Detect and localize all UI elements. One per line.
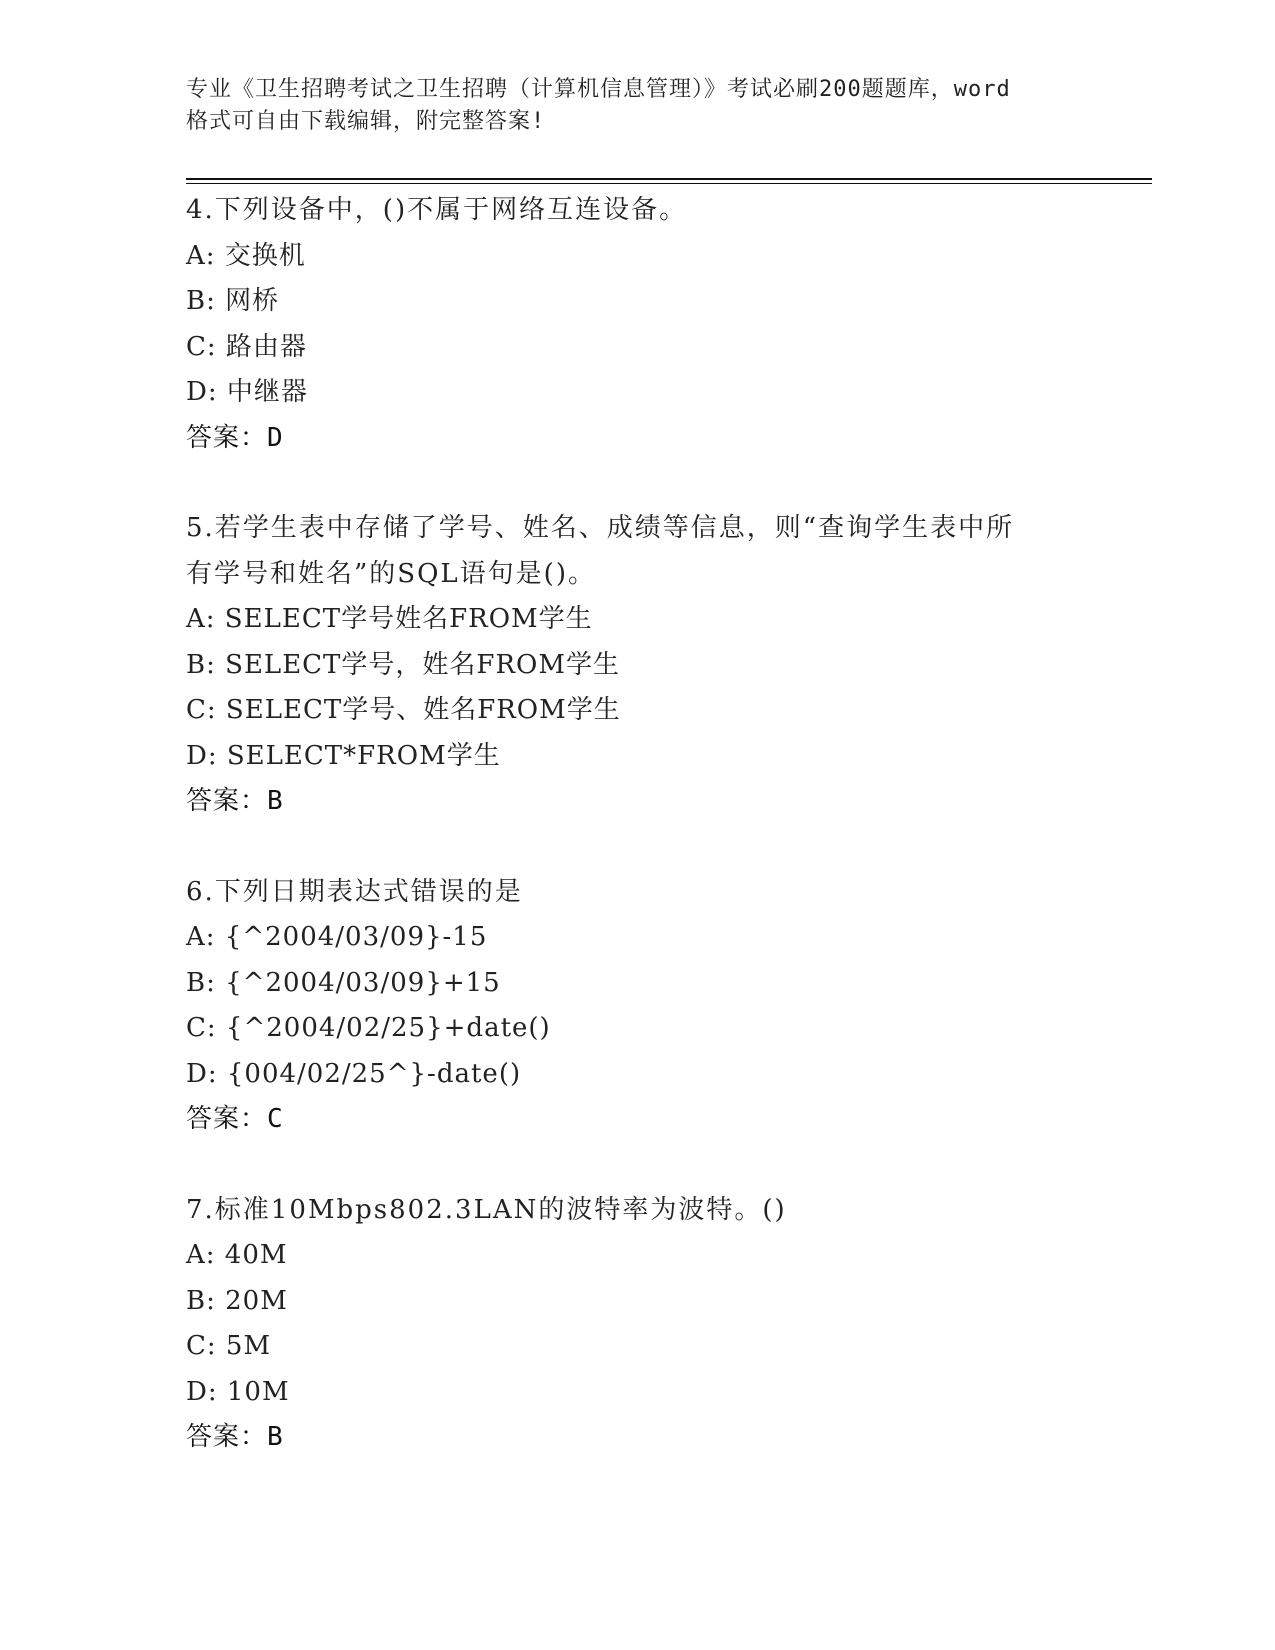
- option-d: D: {004/02/25^}-date(): [186, 1058, 522, 1089]
- header-divider-thin: [186, 183, 1152, 184]
- option-a: A: 交换机: [186, 240, 306, 271]
- question-6: [186, 870, 1152, 1143]
- answer-label: 答案：C: [186, 1104, 284, 1134]
- header-divider-thick: [186, 178, 1152, 180]
- option-a: A: SELECT学号姓名FROM学生: [186, 604, 593, 634]
- question-stem: 7.标准10Mbps802.3LAN的波特率为波特。(): [186, 1194, 787, 1225]
- question-7: [186, 1188, 1152, 1461]
- option-b: B: 20M: [186, 1285, 288, 1316]
- question-list: [186, 188, 1152, 1506]
- answer-label: 答案：D: [186, 422, 284, 453]
- option-b: B: 网桥: [186, 286, 280, 316]
- option-a: A: 40M: [186, 1240, 288, 1270]
- document-header: [186, 74, 1086, 138]
- question-stem: 4.下列设备中，()不属于网络互连设备。: [186, 195, 688, 225]
- question-stem-line-2: 有学号和姓名”的SQL语句是()。: [186, 558, 596, 589]
- answer-label: 答案：B: [186, 786, 284, 816]
- option-a: A: {^2004/03/09}-15: [186, 922, 488, 952]
- option-d: D: 10M: [186, 1376, 290, 1407]
- option-c: C: 5M: [186, 1331, 272, 1361]
- option-d: D: 中继器: [186, 377, 308, 407]
- header-line-2: 格式可自由下载编辑，附完整答案!: [186, 109, 546, 134]
- question-stem: 6.下列日期表达式错误的是: [186, 876, 523, 907]
- answer-label: 答案：B: [186, 1422, 284, 1452]
- option-c: C: 路由器: [186, 331, 307, 362]
- question-stem-line-1: 5.若学生表中存储了学号、姓名、成绩等信息，则“查询学生表中所: [186, 513, 1015, 543]
- option-b: B: {^2004/03/09}+15: [186, 967, 501, 998]
- option-d: D: SELECT*FROM学生: [186, 740, 501, 771]
- option-c: C: {^2004/02/25}+date(): [186, 1013, 551, 1043]
- question-4: [186, 188, 1152, 461]
- header-line-1: 专业《卫生招聘考试之卫生招聘（计算机信息管理）》考试必刷200题题库，word: [186, 77, 1011, 102]
- question-5: [186, 506, 1152, 825]
- option-b: B: SELECT学号，姓名FROM学生: [186, 649, 620, 680]
- option-c: C: SELECT学号、姓名FROM学生: [186, 695, 621, 725]
